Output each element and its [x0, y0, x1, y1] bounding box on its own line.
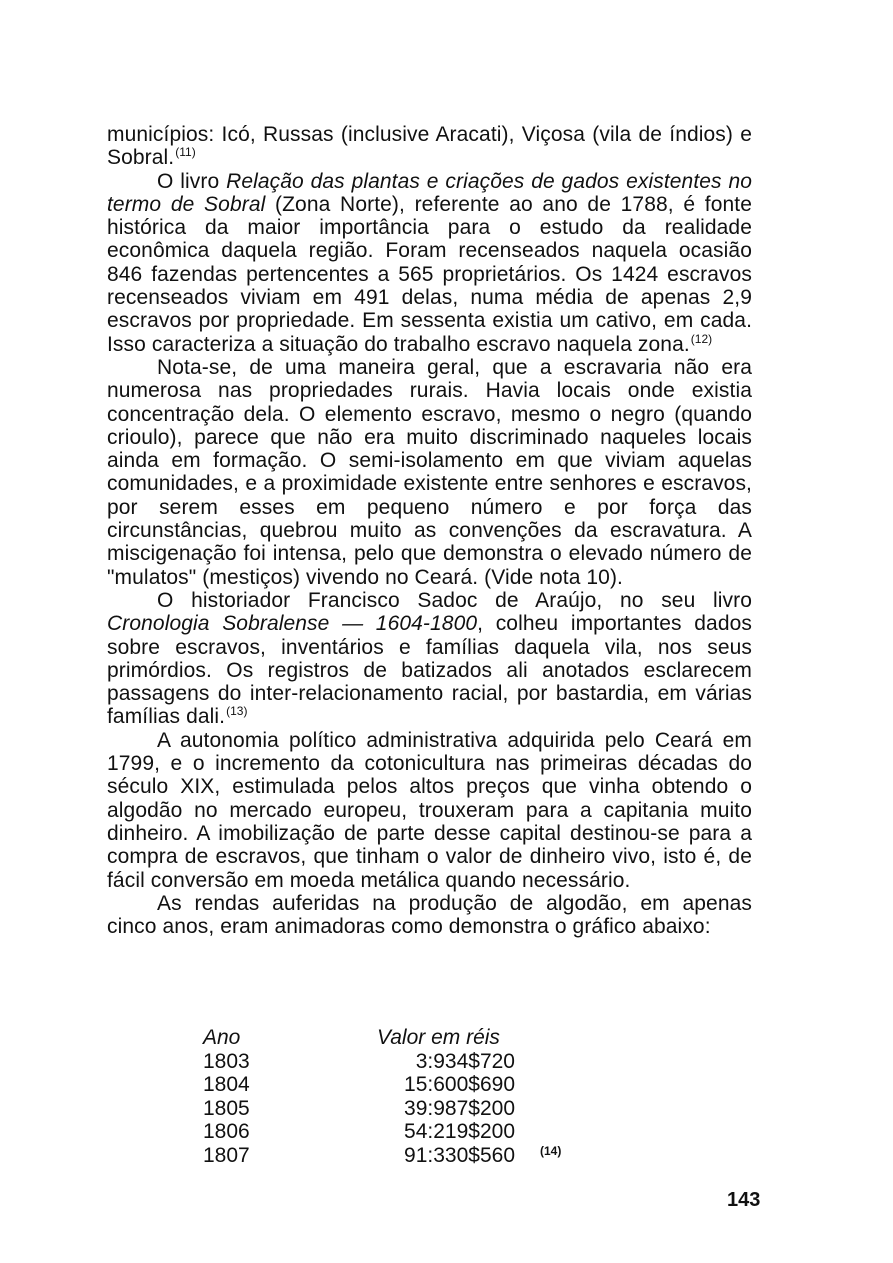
- book-title-cronologia: Cronologia Sobralense — 1604-1800: [107, 612, 478, 636]
- paragraph-text: (Zona Norte), referente ao ano de 1788, é fonte histórica da maior importância para o estudo da realidade econômica daquela região. Foram recenseados naquela ocasião 846 fazendas pertencentes a 565 proprietários. Os 1424 escravos recenseados viviam em 491 delas, numa média de apenas 2,9 escravos por propriedade. Em sessenta existia um cativo, em cada. Isso caracteriza a situação do trabalho escravo naquela zona.: [107, 192, 752, 356]
- body-text: [107, 123, 752, 938]
- footnote-ref-12: (12): [690, 331, 713, 346]
- paragraph-text: O historiador Francisco Sadoc de Araújo, no seu livro: [157, 588, 752, 612]
- paragraph-livro-sobral: [107, 170, 752, 356]
- table-row: [203, 1144, 603, 1168]
- table-cell-value: 39:987$200: [404, 1096, 515, 1120]
- paragraph-autonomia: [107, 729, 752, 892]
- table-row: [203, 1050, 603, 1074]
- page-number: 143: [727, 1189, 761, 1211]
- table-header-row: [203, 1026, 603, 1050]
- paragraph-escravaria: [107, 356, 752, 589]
- table-cell-year: 1807: [203, 1143, 250, 1167]
- footnote-ref-14: (14): [540, 1143, 562, 1158]
- table-cell-value: 15:600$690: [404, 1073, 515, 1096]
- paragraph-text: A autonomia político administrativa adquirida pelo Ceará em 1799, e o incremento da cotonicultura nas primeiras décadas do século XIX, estimulada pelos altos preços que vinha obtendo o algodão no mercado europeu, trouxeram para a capitania muito dinheiro. A imobilização de parte desse capital destinou-se para a compra de escravos, que tinham o valor de dinheiro vivo, isto é, de fácil conversão em moeda metálica quando necessário.: [107, 728, 752, 892]
- paragraph-text: , colheu importantes dados sobre escravos, inventários e famílias daquela vila, nos seus primórdios. Os registros de batizados ali anotados esclarecem passagens do inter-relacionamento racial, por bastardia, em várias famílias dali.: [107, 612, 752, 729]
- footnote-ref-11: (11): [175, 145, 196, 160]
- paragraph-rendas: [107, 892, 752, 939]
- paragraph-text: As rendas auferidas na produção de algodão, em apenas cinco anos, eram animadoras como demonstra o gráfico abaixo:: [107, 891, 752, 939]
- table-cell-year: 1805: [203, 1096, 250, 1120]
- table-cell-value: 3:934$720: [415, 1049, 515, 1073]
- revenue-table: [203, 1026, 603, 1167]
- table-cell-value: 91:330$560: [404, 1143, 515, 1167]
- table-row: [203, 1073, 603, 1097]
- paragraph-text: O livro: [157, 169, 227, 193]
- paragraph-municipios: [107, 123, 752, 170]
- column-header-value: Valor em réis: [377, 1026, 500, 1049]
- paragraph-historiador: [107, 589, 752, 729]
- table-cell-year: 1806: [203, 1120, 250, 1143]
- footnote-ref-13: (13): [226, 704, 248, 719]
- paragraph-text: municípios: Icó, Russas (inclusive Aracati), Viçosa (vila de índios) e Sobral.: [107, 123, 752, 170]
- table-row: [203, 1097, 603, 1121]
- table-cell-value: 54:219$200: [404, 1120, 515, 1143]
- table-cell-year: 1803: [203, 1049, 250, 1073]
- book-title-relacao: Relação das plantas e criações de gados existentes no termo de Sobral: [107, 169, 752, 216]
- table-cell-year: 1804: [203, 1073, 250, 1096]
- column-header-year: Ano: [203, 1026, 241, 1049]
- paragraph-text: Nota-se, de uma maneira geral, que a escravaria não era numerosa nas propriedades rurais. Havia locais onde existia concentração dela. O elemento escravo, mesmo o negro (quando crioulo), parece que não era muito discriminado naqueles locais ainda em formação. O semi-isolamento em que viviam aquelas comunidades, e a proximidade existente entre senhores e escravos, por serem esses em pequeno número e por força das circunstâncias, quebrou muito as convenções da escravatura. A miscigenação foi intensa, pelo que demonstra o elevado número de "mulatos" (mestiços) vivendo no Ceará. (Vide nota 10).: [107, 355, 752, 589]
